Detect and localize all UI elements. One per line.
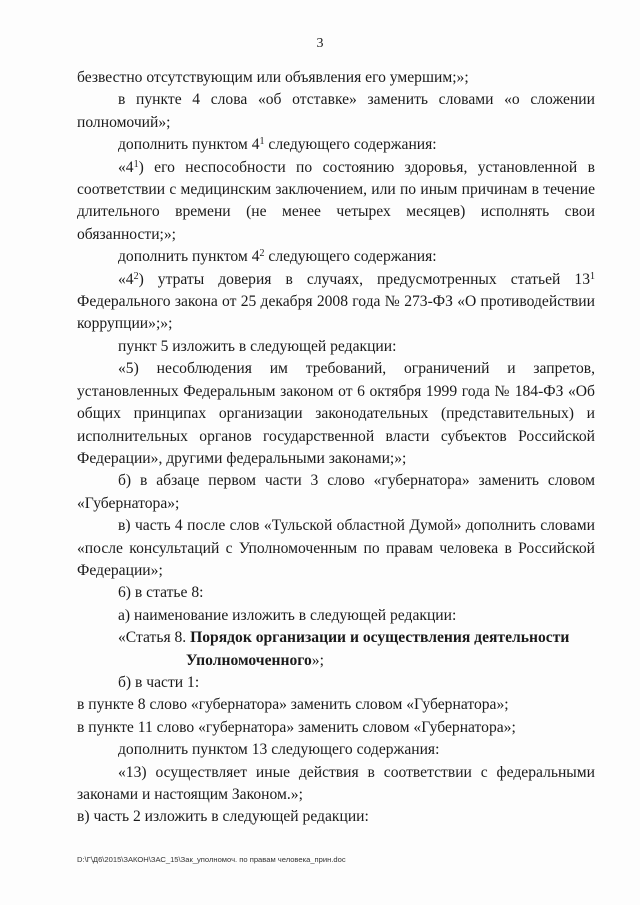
superscript: 1 (590, 270, 595, 282)
article-heading: «Статья 8. Порядок организации и осуществления деятельности Уполномоченного»; (118, 629, 570, 669)
paragraph-12: а) наименование изложить в следующей редакции: (118, 606, 457, 624)
file-path-footer: D:\Г\Д6\2015\ЗАКОН\ЗАС_15\Зак_уполномоч. по правам человека_прин.doc (77, 855, 346, 864)
paragraph-16: дополнить пунктом 13 следующего содержания: (118, 741, 440, 759)
paragraph-17: «13) осуществляет иные действия в соответствии с федеральными законами и настоящим Законом.»; (77, 763, 595, 803)
document-body (77, 67, 595, 829)
paragraph-10: в) часть 4 после слов «Тульской областной Думой» дополнить словами «после консультаций с Уполномоченным по правам человека в Российской Федерации»; (77, 517, 595, 579)
article-title: Порядок организации и осуществления деятельности (190, 629, 570, 647)
paragraph-2: в пункте 4 слова «об отставке» заменить словами «о сложении полномочий»; (77, 91, 595, 131)
paragraph-7: пункт 5 изложить в следующей редакции: (118, 337, 397, 355)
superscript: 2 (133, 270, 139, 282)
paragraph-11: 6) в статье 8: (118, 584, 204, 602)
superscript: 1 (259, 136, 265, 148)
paragraph-6: «$4^2$) утраты доверия в случаях, предусмотренных статьей $13^1$ Федерального закона от 25 декабря 2008 года № 273-ФЗ «О противодействии коррупции»;»; (77, 270, 595, 333)
article-title-cont: Уполномоченного (186, 651, 312, 669)
paragraph-3: дополнить пунктом $4^1$ следующего содержания: (118, 136, 437, 154)
superscript: 1 (133, 158, 139, 170)
page-number: 3 (316, 36, 324, 51)
paragraph-9: б) в абзаце первом части 3 слово «губернатора» заменить словом «Губернатора»; (77, 472, 595, 512)
paragraph-1: безвестно отсутствующим или объявления его умершим;»; (77, 69, 469, 86)
paragraph-18: в) часть 2 изложить в следующей редакции: (77, 808, 369, 826)
paragraph-4: «$4^1$) его неспособности по состоянию здоровья, установленной в соответствии с медицинским заключением, или по иным причинам в течение длительного времени (не менее четырех месяцев) исполнять свои обязанности;»; (77, 158, 595, 243)
paragraph-14: в пункте 8 слово «губернатора» заменить словом «Губернатора»; (77, 696, 509, 714)
paragraph-13: б) в части 1: (118, 673, 200, 691)
paragraph-5: дополнить пунктом $4^2$ следующего содержания: (118, 248, 437, 266)
superscript: 2 (259, 248, 265, 260)
paragraph-8: «5) несоблюдения им требований, ограничений и запретов, установленных Федеральным законом от 6 октября 1999 года № 184-ФЗ «Об общих принципах организации законодательных (представительных) и исполнительных органов государственной власти субъектов Российской Федерации», другими федеральными законами;»; (77, 360, 595, 467)
paragraph-15: в пункте 11 слово «губернатора» заменить словом «Губернатора»; (77, 718, 516, 736)
